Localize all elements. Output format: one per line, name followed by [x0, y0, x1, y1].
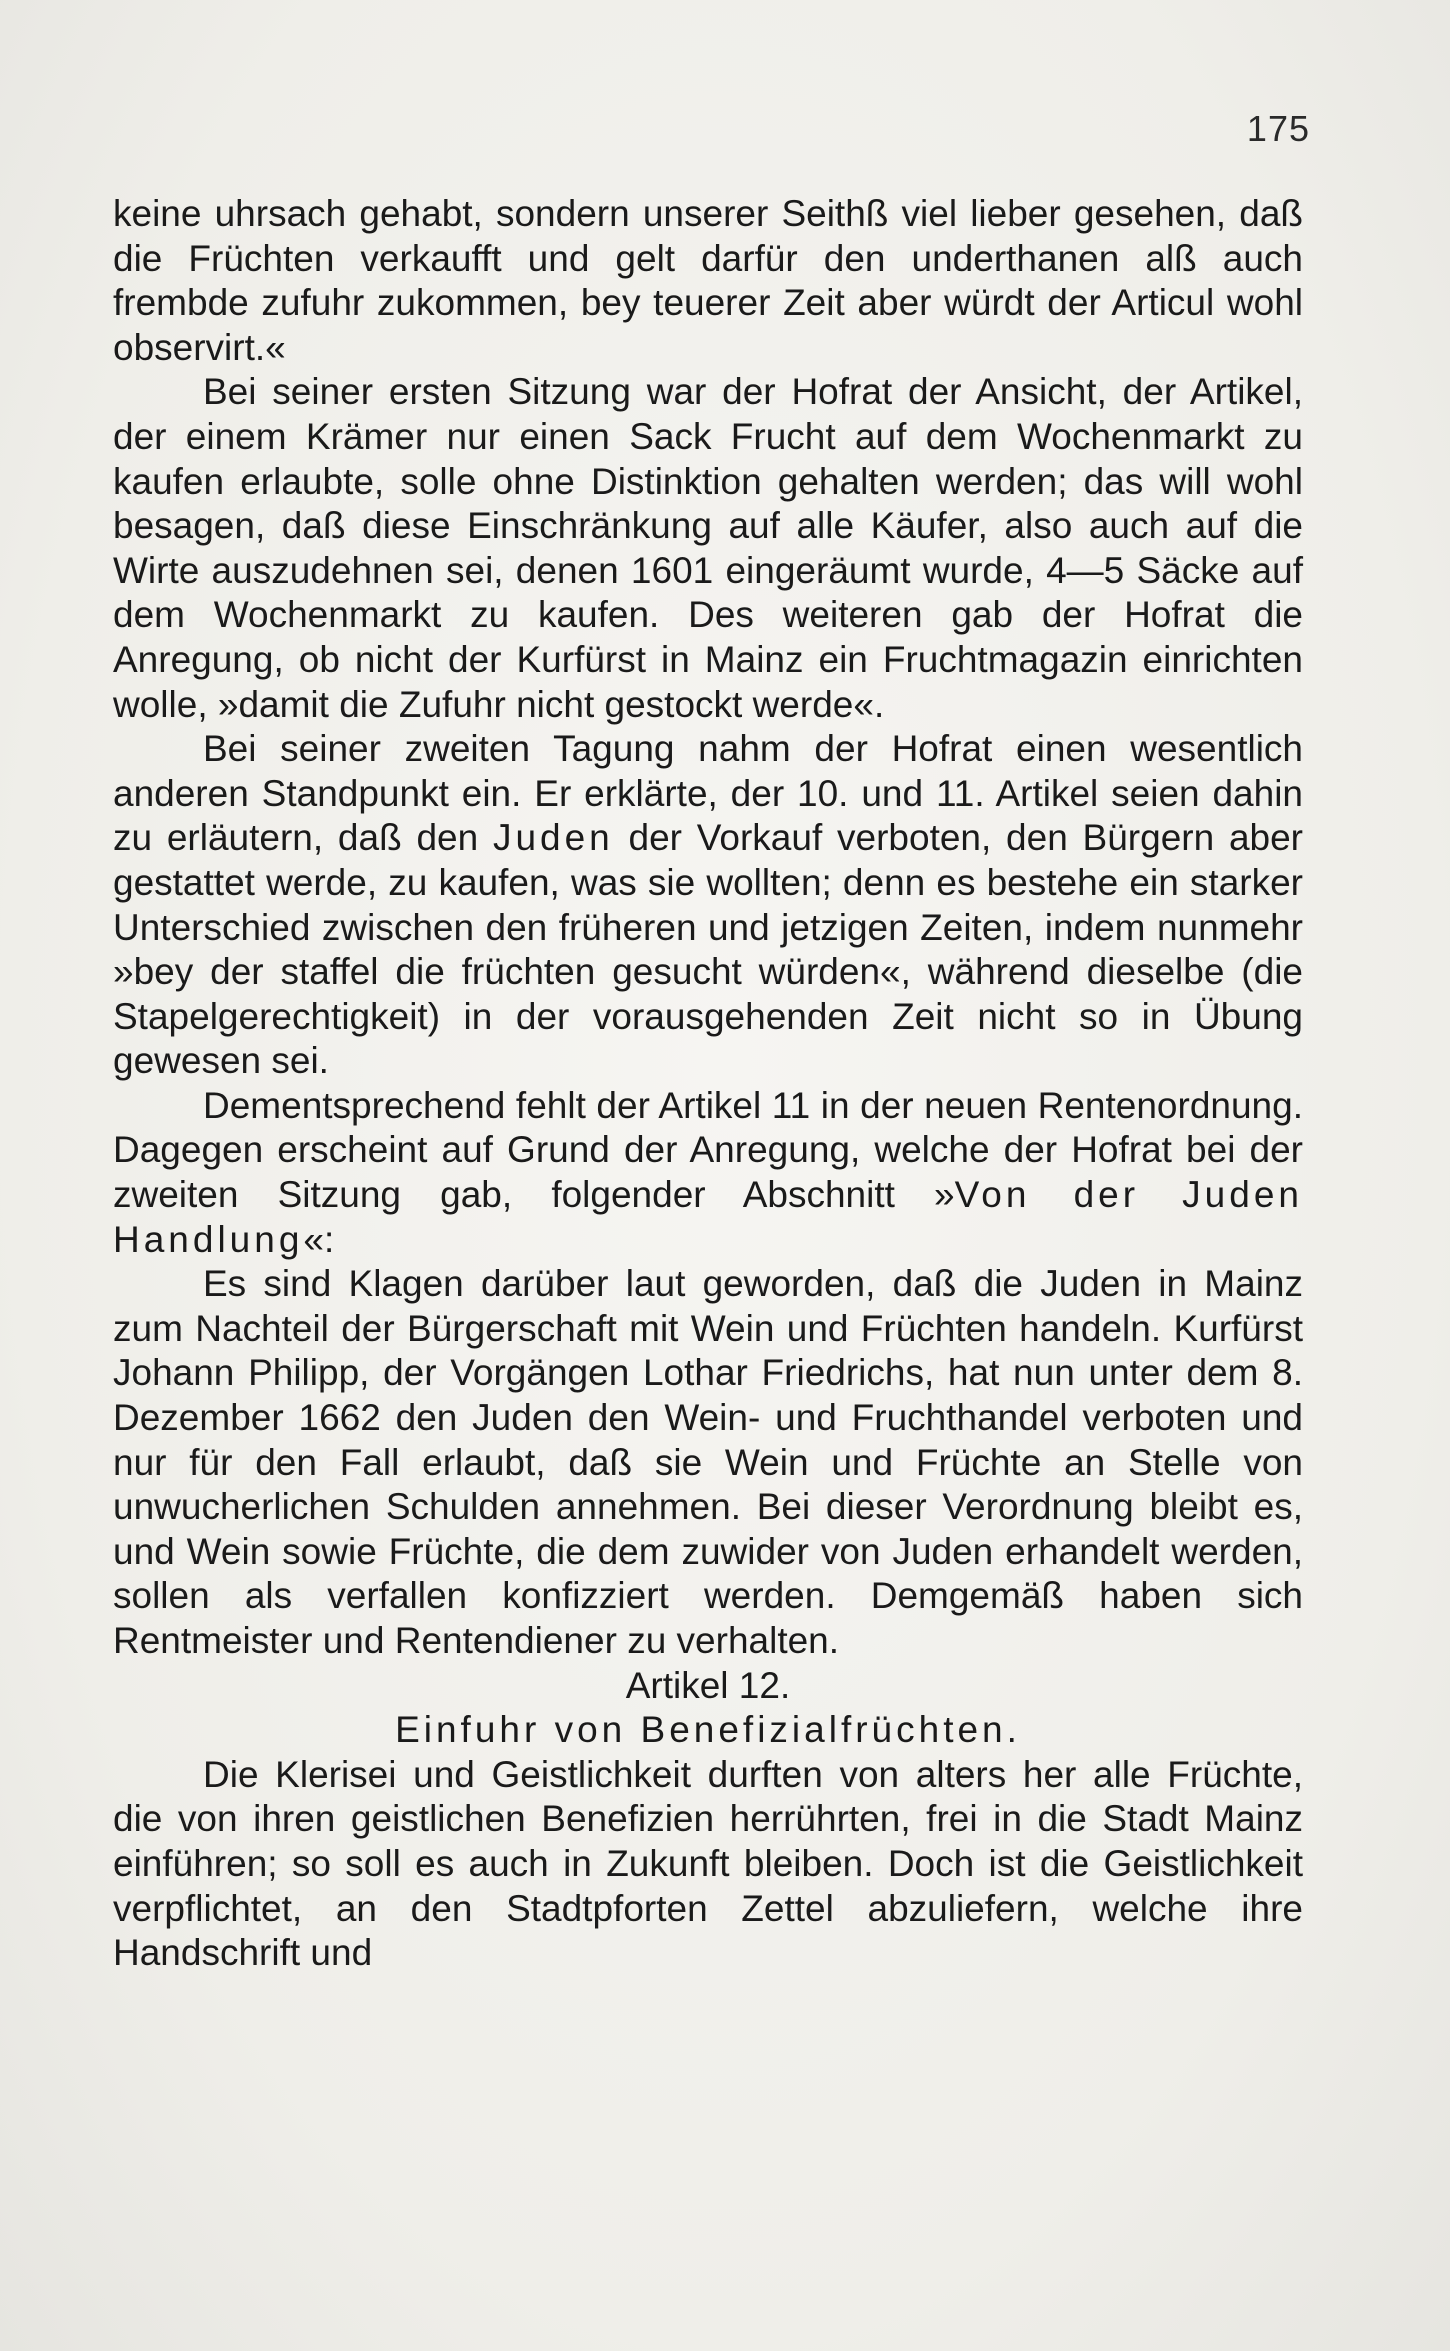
paragraph-3-text-b: der Vorkauf verboten, den Bürgern aber gestattet werde, zu kaufen, was sie wollten; denn es bestehe ein starker Unterschied zwischen den früheren und jetzigen Zeiten, indem nunmehr »bey der staffel die früchten gesucht würden«, während dieselbe (die Stapelgerechtigkeit) in der vorausgehenden Zeit nicht so in Übung gewesen sei. [113, 817, 1303, 1082]
paragraph-3 [113, 727, 1303, 1084]
paragraph-1: keine uhrsach gehabt, sondern unserer Seithß viel lieber gesehen, daß die Früchten verkaufft und gelt darfür den underthanen alß auch frembde zufuhr zukommen, bey teuerer Zeit aber würdt der Articul wohl observirt.« [113, 193, 1303, 368]
paragraph-3-emphasis: Juden [492, 817, 614, 859]
paragraph-6: Die Klerisei und Geistlichkeit durften von alters her alle Früchte, die von ihren geistlichen Benefizien herrührten, frei in die Stadt Mainz einführen; so soll es auch in Zukunft bleiben. Doch ist die Geistlichkeit verpflichtet, an den Stadtpforten Zettel abzuliefern, welche ihre Handschrift und [113, 1753, 1303, 1974]
paragraph-4-emphasis: Von der Juden Handlung [113, 1174, 1303, 1260]
article-heading: Artikel 12. [625, 1664, 791, 1706]
paragraph-4 [113, 1084, 1303, 1262]
paragraph-4-text-b: «: [303, 1218, 335, 1260]
paragraph-5: Es sind Klagen darüber laut geworden, daß die Juden in Mainz zum Nachteil der Bürgerschaft mit Wein und Früchten handeln. Kurfürst Johann Philipp, der Vorgängen Lothar Friedrichs, hat nun unter dem 8. Dezember 1662 den Juden den Wein- und Fruchthandel verboten und nur für den Fall erlaubt, daß sie Wein und Früchte an Stelle von unwucherlichen Schulden annehmen. Bei dieser Verordnung bleibt es, und Wein sowie Früchte, die dem zuwider von Juden erhandelt werden, sollen als verfallen konfizziert werden. Demgemäß haben sich Rentmeister und Rentendiener zu verhalten. [113, 1263, 1303, 1661]
body-text [113, 192, 1303, 1976]
article-title: Einfuhr von Benefizialfrüchten. [395, 1709, 1021, 1751]
paragraph-2: Bei seiner ersten Sitzung war der Hofrat der Ansicht, der Artikel, der einem Krämer nur einen Sack Frucht auf dem Wochenmarkt zu kaufen erlaubte, solle ohne Distinktion gehalten werden; das will wohl besagen, daß diese Einschränkung auf alle Käufer, also auch auf die Wirte auszudehnen sei, denen 1601 eingeräumt wurde, 4—5 Säcke auf dem Wochenmarkt zu kaufen. Des weiteren gab der Hofrat die Anregung, ob nicht der Kurfürst in Mainz ein Fruchtmagazin einrichten wolle, »damit die Zufuhr nicht gestockt werde«. [113, 371, 1303, 725]
page-number: 175 [1246, 108, 1310, 149]
paragraph-4-text-a: Dementsprechend fehlt der Artikel 11 in der neuen Rentenordnung. Dagegen erscheint auf Grund der Anregung, welche der Hofrat bei der zweiten Sitzung gab, folgender Abschnitt » [113, 1084, 1303, 1216]
paragraph-3-text-a: Bei seiner zweiten Tagung nahm der Hofrat einen wesentlich anderen Standpunkt ein. Er erklärte, der 10. und 11. Artikel seien dahin zu erläutern, daß den [113, 728, 1303, 859]
